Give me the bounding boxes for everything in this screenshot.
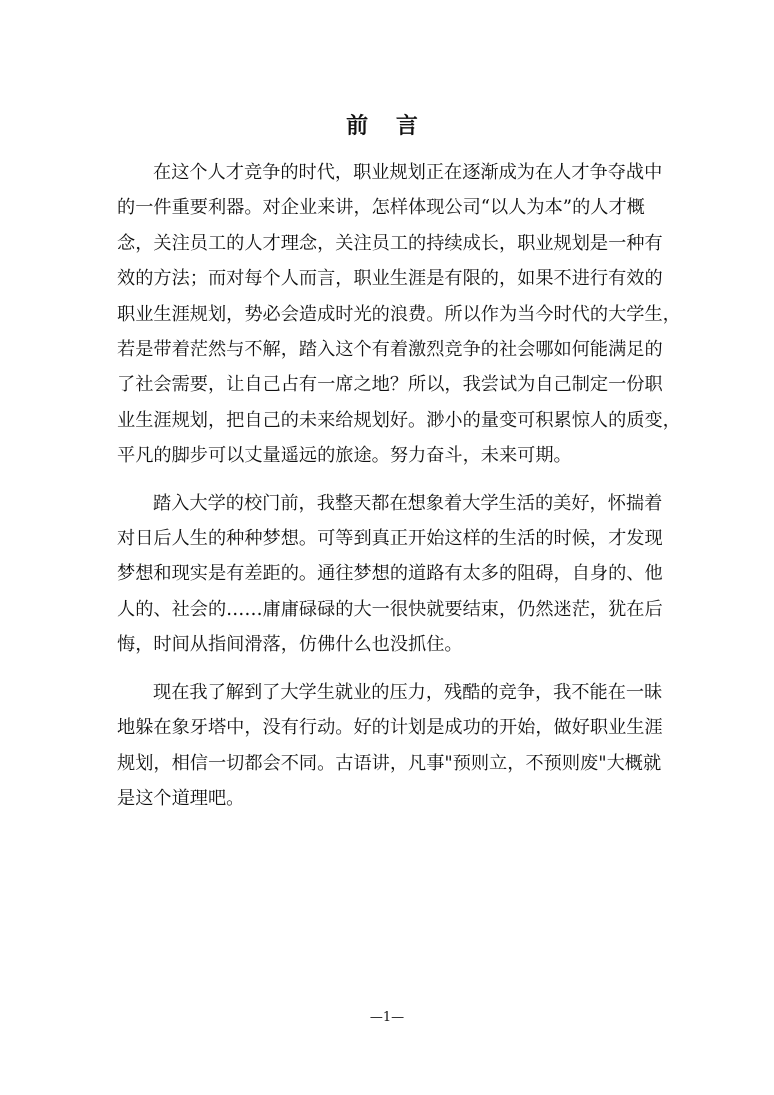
text-line: 悔，时间从指间滑落，仿佛什么也没抓住。	[117, 634, 463, 656]
paragraph-3	[117, 675, 664, 817]
text-line: 的一件重要利器。对企业来讲，怎样体现公司“以人为本”的人才概	[117, 197, 645, 219]
text-line: 踏入大学的校门前，我整天都在想象着大学生活的美好，怀揣着	[153, 492, 663, 514]
text-line: 人的、社会的……庸庸碌碌的大一很快就要结束，仍然迷茫，犹在后	[117, 598, 663, 620]
text-line: 对日后人生的种种梦想。可等到真正开始这样的生活的时候，才发现	[117, 528, 663, 550]
paragraph-2	[117, 486, 664, 663]
paragraph-1	[117, 155, 681, 474]
text-line: 效的方法；而对每个人而言，职业生涯是有限的，如果不进行有效的	[117, 268, 663, 290]
page-number: —1—	[369, 1010, 405, 1025]
text-line: 在这个人才竞争的时代，职业规划正在逐渐成为在人才争夺战中	[153, 162, 663, 183]
text-line: 现在我了解到了大学生就业的压力，残酷的竞争，我不能在一昧	[153, 681, 663, 703]
text-line: 平凡的脚步可以丈量遥远的旅途。努力奋斗，未来可期。	[117, 445, 572, 467]
text-line: 念，关注员工的人才理念，关注员工的持续成长，职业规划是一种有	[117, 232, 663, 254]
text-line: 是这个道理吧。	[117, 787, 245, 809]
text-line: 职业生涯规划，势必会造成时光的浪费。所以作为当今时代的大学生，	[117, 303, 681, 325]
text-line: 若是带着茫然与不解，踏入这个有着激烈竞争的社会哪如何能满足的	[117, 339, 663, 361]
text-line: 业生涯规划，把自己的未来给规划好。渺小的量变可积累惊人的质变，	[117, 409, 681, 431]
text-line: 梦想和现实是有差距的。通往梦想的道路有太多的阻碍，自身的、他	[117, 563, 663, 585]
text-line: 地躲在象牙塔中，没有行动。好的计划是成功的开始，做好职业生涯	[117, 717, 663, 739]
text-line: 了社会需要，让自己占有一席之地？所以，我尝试为自己制定一份职	[117, 374, 663, 396]
text-line: 规划，相信一切都会不同。古语讲，凡事"预则立，不预则废"大概就	[117, 752, 662, 774]
page-title: 前 言	[346, 113, 428, 139]
body-text	[117, 155, 681, 816]
